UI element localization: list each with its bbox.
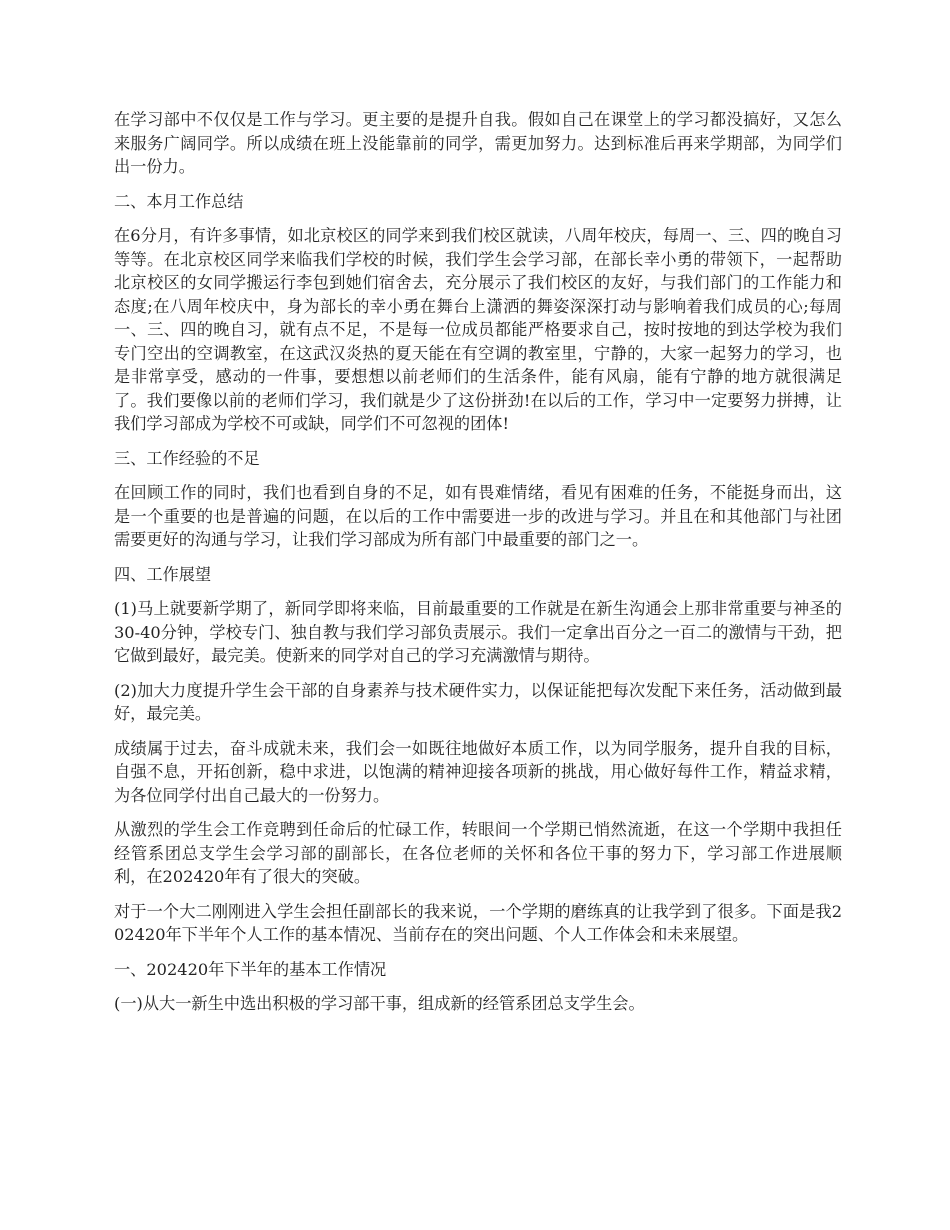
paragraph-outlook-2: (2)加大力度提升学生会干部的自身素养与技术硬件实力，以保证能把每次发配下来任务，活动做到最好，最完美。: [114, 680, 842, 723]
section-heading-shortcomings: 三、工作经验的不足: [114, 448, 260, 468]
section-heading-monthly-summary: 二、本月工作总结: [114, 191, 244, 211]
paragraph-shortcomings: 在回顾工作的同时，我们也看到自身的不足，如有畏难情绪，看见有困难的任务，不能挺身而出，这是一个重要的也是普遍的问题，在以后的工作中需要进一步的改进与学习。并且在和其他部门与社团需要更好的沟通与学习，让我们学习部成为所有部门中最重要的部门之一。: [114, 483, 842, 549]
paragraph-basic-work-1: (一)从大一新生中选出积极的学习部干事，组成新的经管系团总支学生会。: [114, 994, 645, 1013]
paragraph-personal-intro: 对于一个大二刚刚进入学生会担任副部长的我来说，一个学期的磨练真的让我学到了很多。下面是我202420年下半年个人工作的基本情况、当前存在的突出问题、个人工作体会和未来展望。: [114, 901, 842, 944]
paragraph-outlook-1: (1)马上就要新学期了，新同学即将来临，目前最重要的工作就是在新生沟通会上那非常重要与神圣的30-40分钟，学校专门、独自教与我们学习部负责展示。我们一定拿出百分之一百二的激情与干劲，把它做到最好，最完美。使新来的同学对自己的学习充满激情与期待。: [114, 599, 842, 665]
section-heading-outlook: 四、工作展望: [114, 564, 212, 584]
document-body: [114, 108, 842, 1027]
paragraph-closing: 成绩属于过去，奋斗成就未来，我们会一如既往地做好本质工作，以为同学服务，提升自我的目标，自强不息，开拓创新，稳中求进，以饱满的精神迎接各项新的挑战，用心做好每件工作，精益求精，为各位同学付出自己最大的一份努力。: [114, 738, 842, 805]
paragraph-monthly-summary: 在6分月，有许多事情，如北京校区的同学来到我们校区就读，八周年校庆，每周一、三、四的晚自习等等。在北京校区同学来临我们学校的时候，我们学生会学习部，在部长幸小勇的带领下，一起帮助北京校区的女同学搬运行李包到她们宿舍去，充分展示了我们校区的友好，与我们部门的工作能力和态度;在八周年校庆中，身为部长的幸小勇在舞台上潇洒的舞姿深深打动与影响着我们成员的心;每周一、三、四的晚自习，就有点不足，不是每一位成员都能严格要求自己，按时按地的到达学校为我们专门空出的空调教室，在这武汉炎热的夏天能在有空调的教室里，宁静的，大家一起努力的学习，也是非常享受，感动的一件事，要想想以前老师们的生活条件，能有风扇，能有宁静的地方就很满足了。我们要像以前的老师们学习，我们就是少了这份拼劲!在以后的工作，学习中一定要努力拼搏，让我们学习部成为学校不可或缺，同学们不可忽视的团体!: [114, 226, 842, 433]
section-heading-basic-work: 一、202420年下半年的基本工作情况: [114, 959, 387, 979]
paragraph-semester-review: 从激烈的学生会工作竞聘到任命后的忙碌工作，转眼间一个学期已悄然流逝，在这一个学期中我担任经管系团总支学生会学习部的副部长，在各位老师的关怀和各位干事的努力下，学习部工作进展顺利，在202420年有了很大的突破。: [114, 820, 842, 886]
paragraph-intro: 在学习部中不仅仅是工作与学习。更主要的是提升自我。假如自己在课堂上的学习都没搞好，又怎么来服务广阔同学。所以成绩在班上没能靠前的同学，需更加努力。达到标准后再来学期部，为同学们出一份力。: [114, 110, 842, 176]
